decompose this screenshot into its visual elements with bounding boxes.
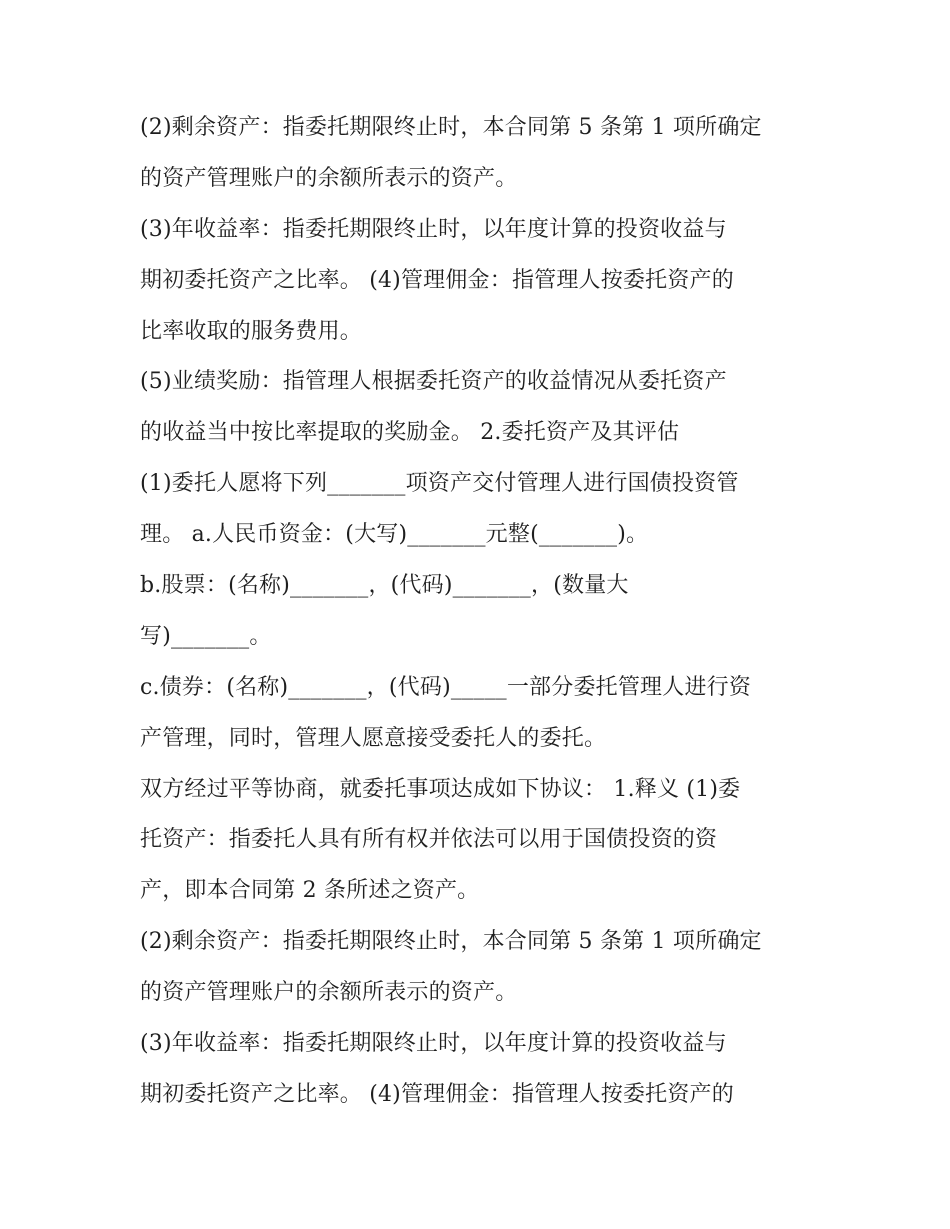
text-line: 双方经过平等协商，就委托事项达成如下协议： 1.释义 (1)委	[140, 776, 741, 802]
text-line: b.股票：(名称)_______，(代码)_______，(数量大	[140, 573, 629, 599]
text-line: 的资产管理账户的余额所表示的资产。	[140, 165, 518, 191]
text-line: 比率收取的服务费用。	[140, 318, 363, 344]
text-line: (3)年收益率：指委托期限终止时，以年度计算的投资收益与	[140, 1031, 727, 1057]
text-line: 的收益当中按比率提取的奖励金。 2.委托资产及其评估	[140, 420, 680, 446]
text-line: 期初委托资产之比率。 (4)管理佣金：指管理人按委托资产的	[140, 267, 734, 293]
text-line: 托资产：指委托人具有所有权并依法可以用于国债投资的资	[140, 827, 718, 853]
text-line: (5)业绩奖励：指管理人根据委托资产的收益情况从委托资产	[140, 369, 727, 395]
text-line: 产管理，同时，管理人愿意接受委托人的委托。	[140, 725, 607, 751]
text-line: c.债券：(名称)_______，(代码)_____一部分委托管理人进行资	[140, 674, 752, 700]
text-line: (1)委托人愿将下列_______项资产交付管理人进行国债投资管	[140, 471, 739, 497]
text-line: 产，即本合同第 2 条所述之资产。	[140, 878, 480, 904]
text-line: 的资产管理账户的余额所表示的资产。	[140, 980, 518, 1006]
text-line: 理。 a.人民币资金：(大写)_______元整(_______)。	[140, 522, 649, 548]
text-line: (2)剩余资产：指委托期限终止时，本合同第 5 条第 1 项所确定	[140, 929, 762, 955]
text-line: 期初委托资产之比率。 (4)管理佣金：指管理人按委托资产的	[140, 1081, 734, 1107]
text-line: (3)年收益率：指委托期限终止时，以年度计算的投资收益与	[140, 216, 727, 242]
text-line: (2)剩余资产：指委托期限终止时，本合同第 5 条第 1 项所确定	[140, 115, 762, 140]
text-line: 写)_______。	[140, 623, 272, 649]
document-body	[140, 103, 820, 1121]
